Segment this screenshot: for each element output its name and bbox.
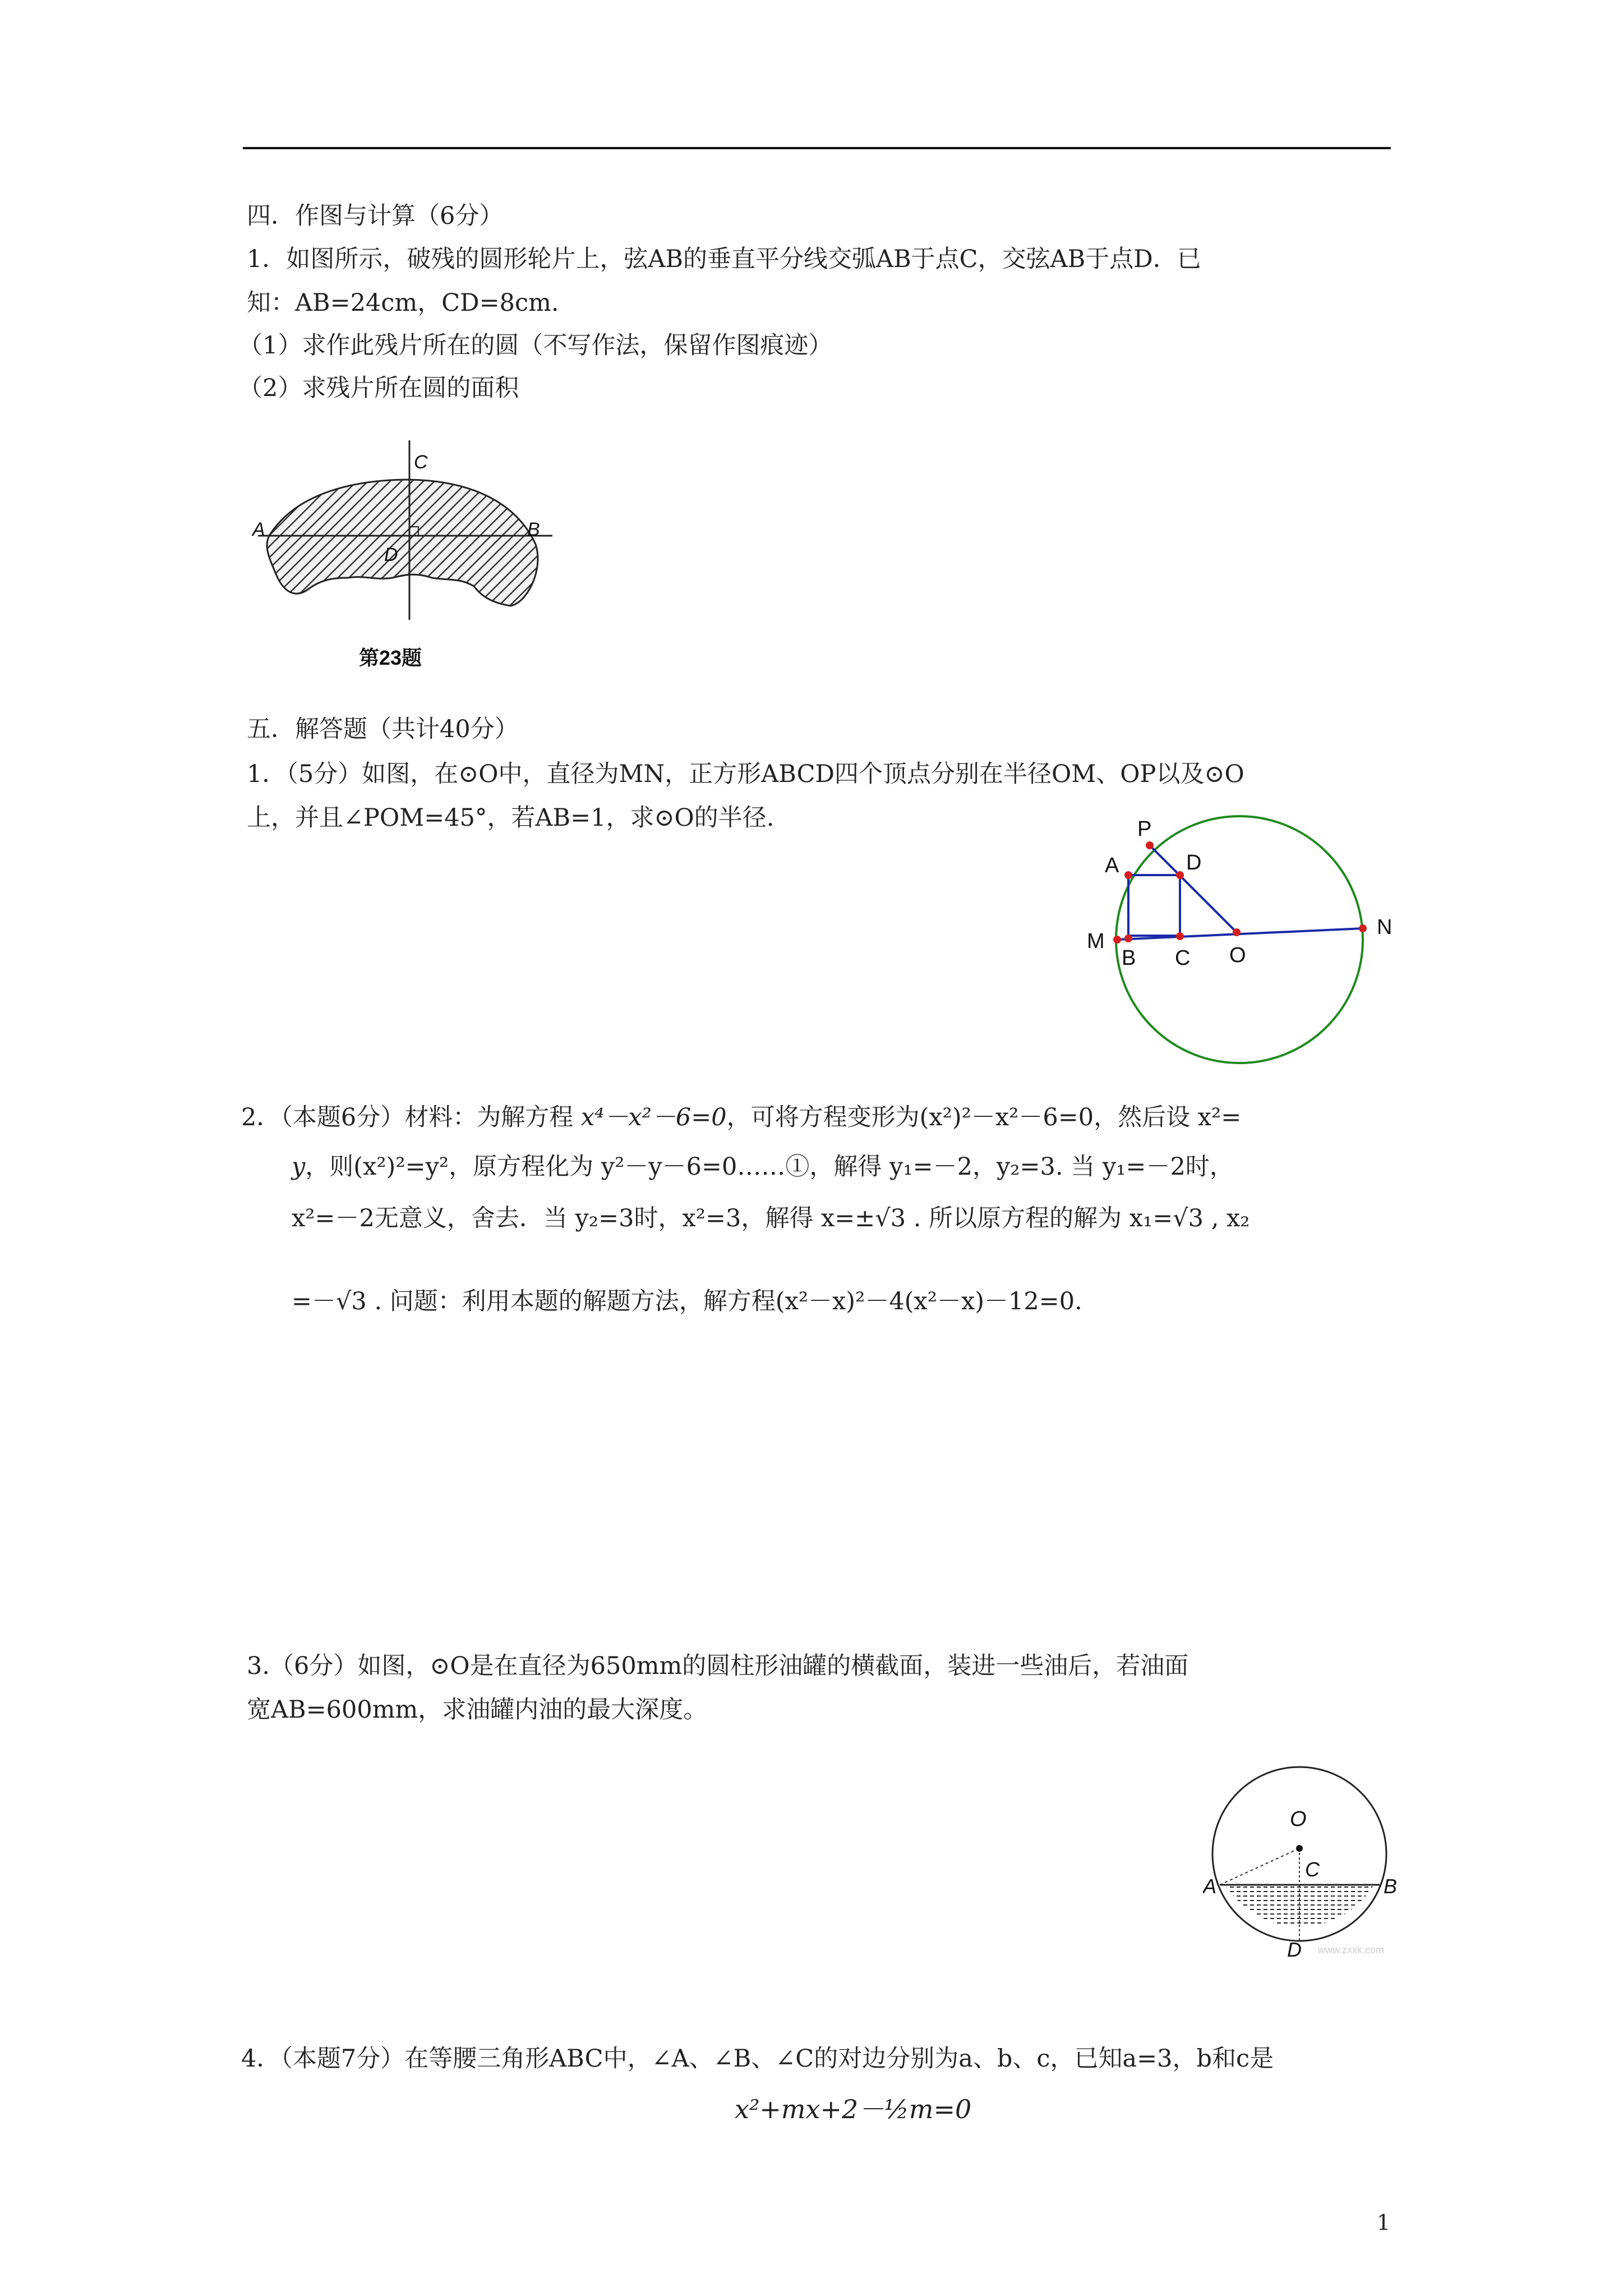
section-4-heading: 四．作图与计算（6分）	[247, 202, 504, 230]
label-b: B	[1122, 946, 1136, 970]
label-b: B	[527, 519, 540, 540]
q5-3-line-1: 3.（6分）如图，⊙O是在直径为650mm的圆柱形油罐的横截面，装进一些油后，若油面	[247, 1652, 1189, 1680]
label-d: D	[1186, 851, 1202, 875]
q5-2-line-4: =－√3 . 问题：利用本题的解题方法，解方程(x²－x)²－4(x²－x)－12=0.	[292, 1287, 1082, 1315]
q5-3-line-2: 宽AB=600mm，求油罐内油的最大深度。	[247, 1696, 708, 1724]
watermark: www.zxxk.com	[1318, 1944, 1385, 1955]
q5-2-line-1-c: ，可将方程变形为(x²)²－x²－6=0，然后设 x²=	[726, 1103, 1242, 1131]
q5-4-equation: x²+mx+2－½m=0	[735, 2094, 972, 2124]
q5-2-line-2-b: ，则(x²)²=y²，原方程化为 y²－y－6=0……①，解得 y₁=－2，y₂=3. 当 y₁=－2时，	[305, 1153, 1234, 1181]
label-o: O	[1290, 1807, 1307, 1831]
figure-caption: 第23题	[359, 646, 422, 669]
label-d: D	[384, 544, 398, 565]
section-5-heading: 五．解答题（共计40分）	[247, 715, 519, 743]
q4-1-line-2: 知：AB=24cm，CD=8cm.	[247, 289, 559, 317]
label-a: A	[1203, 1875, 1217, 1898]
q4-1-part-2: （2）求残片所在圆的面积	[238, 374, 519, 402]
label-c: C	[1175, 946, 1191, 970]
label-a: A	[252, 519, 265, 540]
header-rule	[243, 147, 1391, 149]
oil-tank-figure	[1203, 1750, 1402, 1963]
q5-1-line-2: 上，并且∠POM=45°，若AB=1，求⊙O的半径.	[247, 804, 774, 832]
label-m: M	[1087, 930, 1105, 953]
broken-wheel-figure	[247, 435, 569, 682]
q4-1-line-1: 1．如图所示，破残的圆形轮片上，弦AB的垂直平分线交弧AB于点C，交弦AB于点D．已	[247, 245, 1201, 273]
q5-2-line-1-a: 2．（本题6分）材料：为解方程	[241, 1103, 581, 1131]
q5-2-line-3: x²=－2无意义，舍去．当 y₂=3时，x²=3，解得 x=±√3 . 所以原方程的解为 x₁=√3 , x₂	[292, 1204, 1250, 1232]
page-number: 1	[1376, 2210, 1390, 2235]
square-in-circle-figure	[1066, 808, 1402, 1066]
q5-2-equation: x⁴－x²－6=0	[580, 1103, 727, 1131]
label-c: C	[1305, 1858, 1320, 1881]
label-n: N	[1377, 915, 1393, 939]
label-a: A	[1105, 854, 1119, 877]
label-o: O	[1229, 944, 1246, 967]
q5-2-line-2	[292, 1150, 1234, 1184]
q5-2-var-y: y	[292, 1153, 306, 1181]
q4-1-part-1: （1）求作此残片所在的圆（不写作法，保留作图痕迹）	[238, 332, 833, 360]
label-d: D	[1287, 1938, 1302, 1961]
q5-1-line-1: 1．（5分）如图，在⊙O中，直径为MN，正方形ABCD四个顶点分别在半径OM、OP以及⊙O	[247, 760, 1244, 788]
label-c: C	[414, 452, 428, 473]
label-b: B	[1384, 1875, 1398, 1898]
q5-4-line-1: 4．（本题7分）在等腰三角形ABC中，∠A、∠B、∠C的对边分别为a、b、c，已知a=3，b和c是	[241, 2045, 1274, 2073]
q5-2-line-1	[241, 1101, 1241, 1134]
label-p: P	[1137, 817, 1152, 841]
